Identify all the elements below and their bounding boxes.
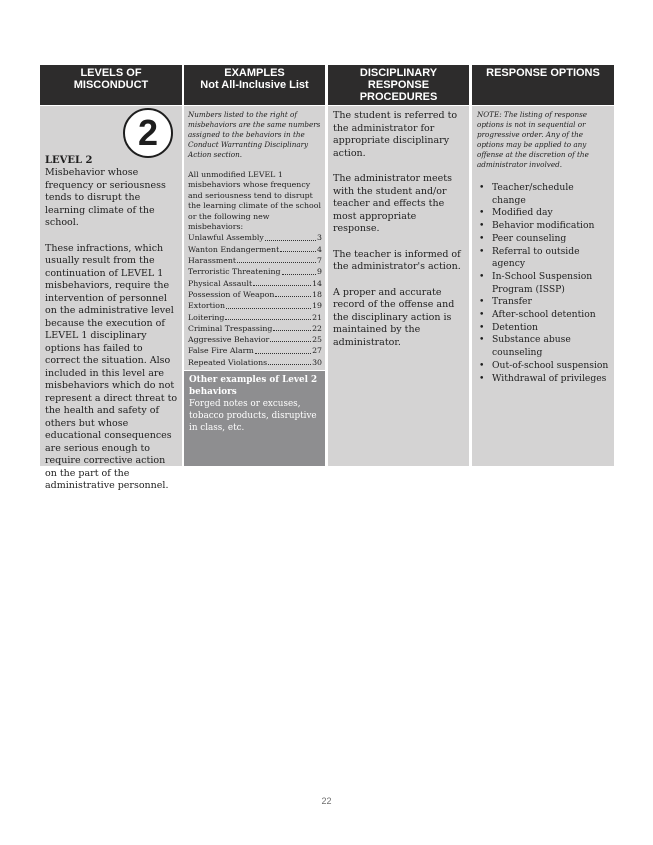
example-number: 3 bbox=[317, 233, 322, 243]
responses-body bbox=[472, 106, 614, 466]
header-line: MISCONDUCT bbox=[73, 79, 149, 91]
example-number: 18 bbox=[312, 289, 322, 299]
procedure-step: A proper and accurate record of the offense and the disciplinary action is maintained by the administrator. bbox=[333, 286, 455, 348]
example-label: Harassment bbox=[188, 256, 236, 266]
example-item bbox=[188, 278, 322, 289]
example-number: 21 bbox=[312, 312, 322, 322]
example-item bbox=[188, 334, 322, 345]
example-label: Unlawful Assembly bbox=[188, 233, 264, 243]
response-option: • In-School Suspension Program (ISSP) bbox=[477, 271, 610, 296]
examples-header bbox=[184, 65, 325, 105]
other-examples-box bbox=[184, 371, 325, 466]
example-number: 7 bbox=[317, 256, 322, 266]
example-label: Criminal Trespassing bbox=[188, 323, 273, 333]
response-options-list bbox=[477, 182, 610, 385]
responses-header bbox=[472, 65, 614, 105]
header-line: PROCEDURES bbox=[359, 91, 438, 103]
responses-column bbox=[472, 65, 614, 384]
levels-header bbox=[40, 65, 182, 105]
example-item bbox=[188, 232, 322, 243]
example-number: 25 bbox=[312, 335, 322, 345]
example-label: Wanton Endangerment bbox=[188, 244, 280, 254]
example-number: 30 bbox=[312, 357, 322, 367]
example-item bbox=[188, 255, 322, 266]
levels-body bbox=[40, 106, 182, 491]
response-option: • After-school detention bbox=[477, 309, 610, 322]
response-option: • Substance abuse counseling bbox=[477, 334, 610, 359]
procedures-body bbox=[328, 106, 469, 466]
example-label: Terroristic Threatening bbox=[188, 267, 281, 277]
levels-column bbox=[40, 65, 182, 491]
example-number: 27 bbox=[312, 346, 322, 356]
example-item bbox=[188, 345, 322, 356]
example-number: 22 bbox=[312, 323, 322, 333]
example-item bbox=[188, 323, 322, 334]
header-line: RESPONSE OPTIONS bbox=[486, 67, 600, 79]
header-line: RESPONSE bbox=[367, 79, 430, 91]
examples-body bbox=[184, 106, 325, 370]
response-option: • Modified day bbox=[477, 207, 610, 220]
example-number: 14 bbox=[312, 278, 322, 288]
level-title: LEVEL 2 bbox=[45, 155, 93, 166]
response-option: • Withdrawal of privileges bbox=[477, 373, 610, 386]
examples-list bbox=[188, 232, 322, 368]
other-examples-text: Forged notes or excuses, tobacco products, disruptive in class, etc. bbox=[189, 399, 317, 433]
example-label: Physical Assault bbox=[188, 278, 253, 288]
header-line: Not All-Inclusive List bbox=[200, 79, 309, 91]
response-option: • Peer counseling bbox=[477, 233, 610, 246]
level-detail: These infractions, which usually result from the continuation of LEVEL 1 misbehaviors, require the intervention of personnel on the administrative level because the execution of LEVEL 1 disciplinary options has failed to correct the situation. Also included in this level are misbehaviors which do not represent a direct threat to the health and safety of others but whose educational consequences are serious enough to require corrective action on the part of the administrative personnel. bbox=[45, 242, 178, 491]
examples-intro: All unmodified LEVEL 1 misbehaviors whose frequency and seriousness tend to disrupt the learning climate of the school or the following new misbehaviors: bbox=[188, 170, 321, 232]
response-option: • Transfer bbox=[477, 296, 610, 309]
example-label: Loitering bbox=[188, 312, 225, 322]
example-item bbox=[188, 300, 322, 311]
example-label: Possession of Weapon bbox=[188, 289, 275, 299]
response-option: • Teacher/schedule change bbox=[477, 182, 610, 207]
examples-note: Numbers listed to the right of misbehaviors are the same numbers assigned to the behaviors in the Conduct Warranting Disciplinary Action section. bbox=[188, 110, 321, 159]
procedures-header bbox=[328, 65, 469, 105]
response-option: • Behavior modification bbox=[477, 220, 610, 233]
response-option: • Out-of-school suspension bbox=[477, 360, 610, 373]
procedures-column bbox=[328, 65, 469, 348]
response-option: • Referral to outside agency bbox=[477, 246, 610, 271]
example-label: Extortion bbox=[188, 301, 225, 311]
responses-note: NOTE: The listing of response options is not in sequential or progressive order. Any of the options may be applied to any offense at the discretion of the administrator involved. bbox=[477, 110, 589, 169]
example-label: False Fire Alarm bbox=[188, 346, 254, 356]
example-number: 4 bbox=[317, 244, 322, 254]
example-item bbox=[188, 357, 322, 368]
procedure-step: The administrator meets with the student and/or teacher and effects the most appropriate response. bbox=[333, 173, 452, 234]
example-number: 9 bbox=[317, 267, 322, 277]
examples-column bbox=[184, 65, 325, 367]
level-badge: 2 bbox=[123, 108, 173, 158]
example-item bbox=[188, 266, 322, 277]
procedure-step: The teacher is informed of the administrator's action. bbox=[333, 248, 461, 272]
page-number: 22 bbox=[321, 796, 332, 806]
example-label: Repeated Violations bbox=[188, 357, 268, 367]
response-option: • Detention bbox=[477, 322, 610, 335]
header-line: DISCIPLINARY bbox=[359, 67, 438, 79]
header-line: LEVELS OF bbox=[80, 67, 142, 79]
procedure-step: The student is referred to the administrator for appropriate disciplinary action. bbox=[333, 110, 458, 159]
header-line: EXAMPLES bbox=[224, 67, 285, 79]
discipline-table bbox=[40, 65, 614, 491]
example-label: Aggressive Behavior bbox=[188, 335, 270, 345]
example-item bbox=[188, 244, 322, 255]
example-item bbox=[188, 289, 322, 300]
other-examples-title: Other examples of Level 2 behaviors bbox=[189, 375, 318, 397]
example-item bbox=[188, 312, 322, 323]
level-description: Misbehavior whose frequency or seriousness tends to disrupt the learning climate of the school. bbox=[45, 167, 166, 228]
example-number: 19 bbox=[312, 301, 322, 311]
